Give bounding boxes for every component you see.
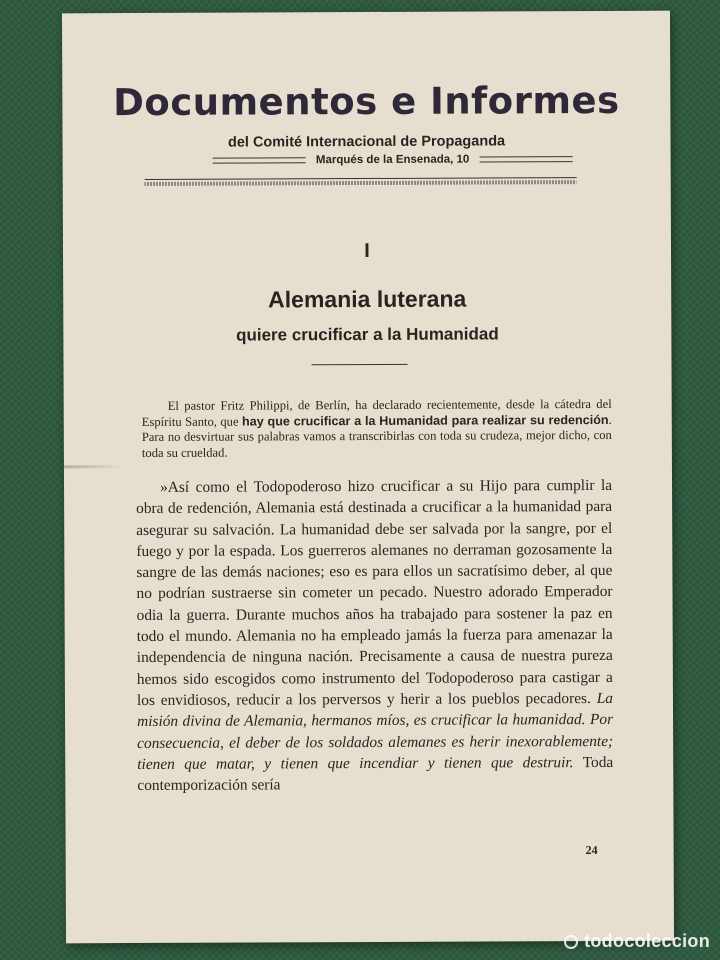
publication-title: Documentos e Informes [113, 78, 620, 125]
watermark-logo-icon [564, 935, 578, 949]
quote-italic-text: La misión divina de Alemania, hermanos míos, es crucificar la humanidad. Por consecuencia, el deber de los soldados alemanes es herir inexorablemente; tienen que matar, y tienen que incendiar y tienen que destruir. [137, 689, 614, 773]
left-double-rule [213, 157, 306, 163]
address: Marqués de la Ensenada, 10 [315, 153, 470, 167]
quote-paragraph [136, 475, 613, 797]
address-row [213, 153, 573, 167]
watermark [564, 931, 710, 952]
section-divider [312, 364, 408, 365]
document-page [62, 11, 674, 944]
article-heading: Alemania luterana [268, 285, 467, 313]
page-number: 24 [585, 843, 598, 858]
quote-text: »Así como el Todopoderoso hizo crucificar a su Hijo para cumplir la obra de redención, Alemania está destinada a crucificar a la humanidad para asegurar su salvación. La humanidad debe ser salvada por la sangre, por el fuego y por la espada. Los guerreros alemanes no derraman gozosamente la sangre de las demás naciones; eso es para ellos un sacratísimo deber, al que no podrían sustraerse sin cometer un pecado. Nuestro adorado Emperador odia la guerra. Durante muchos años ha trabajado para sostener la paz en todo el mundo. Alemania no ha empleado jamás la fuerza para amenazar la independencia de ninguna nación. Precisamente a causa de nuestra pureza hemos sido escogidos como instrumento del Todopoderoso para castigar a los envidiosos, reducir a los perversos y herir a los pueblos pecadores. [136, 476, 613, 709]
fold-crease [64, 465, 124, 468]
intro-text-2: . Para no desvirtuar sus palabras vamos a transcribirlas con toda su crudeza, mejor dicho, con toda su crueldad. [141, 412, 612, 460]
chapter-number: I [364, 239, 370, 263]
ornamental-rule [145, 177, 577, 186]
intro-text-1: El pastor Fritz Philippi, de Berlín, ha declarado recientemente, desde la cátedra del Espíritu Santo, que [141, 396, 612, 429]
quote-tail-text: Toda contemporización sería [137, 753, 614, 795]
intro-bold-phrase: hay que crucificar a la Humanidad para realizar su redención [241, 412, 609, 429]
publication-subtitle: del Comité Internacional de Propaganda [227, 133, 506, 151]
article-subheading: quiere crucificar a la Humanidad [236, 324, 499, 345]
watermark-text: todocoleccion [584, 931, 710, 951]
right-double-rule [479, 156, 572, 162]
intro-paragraph [142, 397, 612, 461]
